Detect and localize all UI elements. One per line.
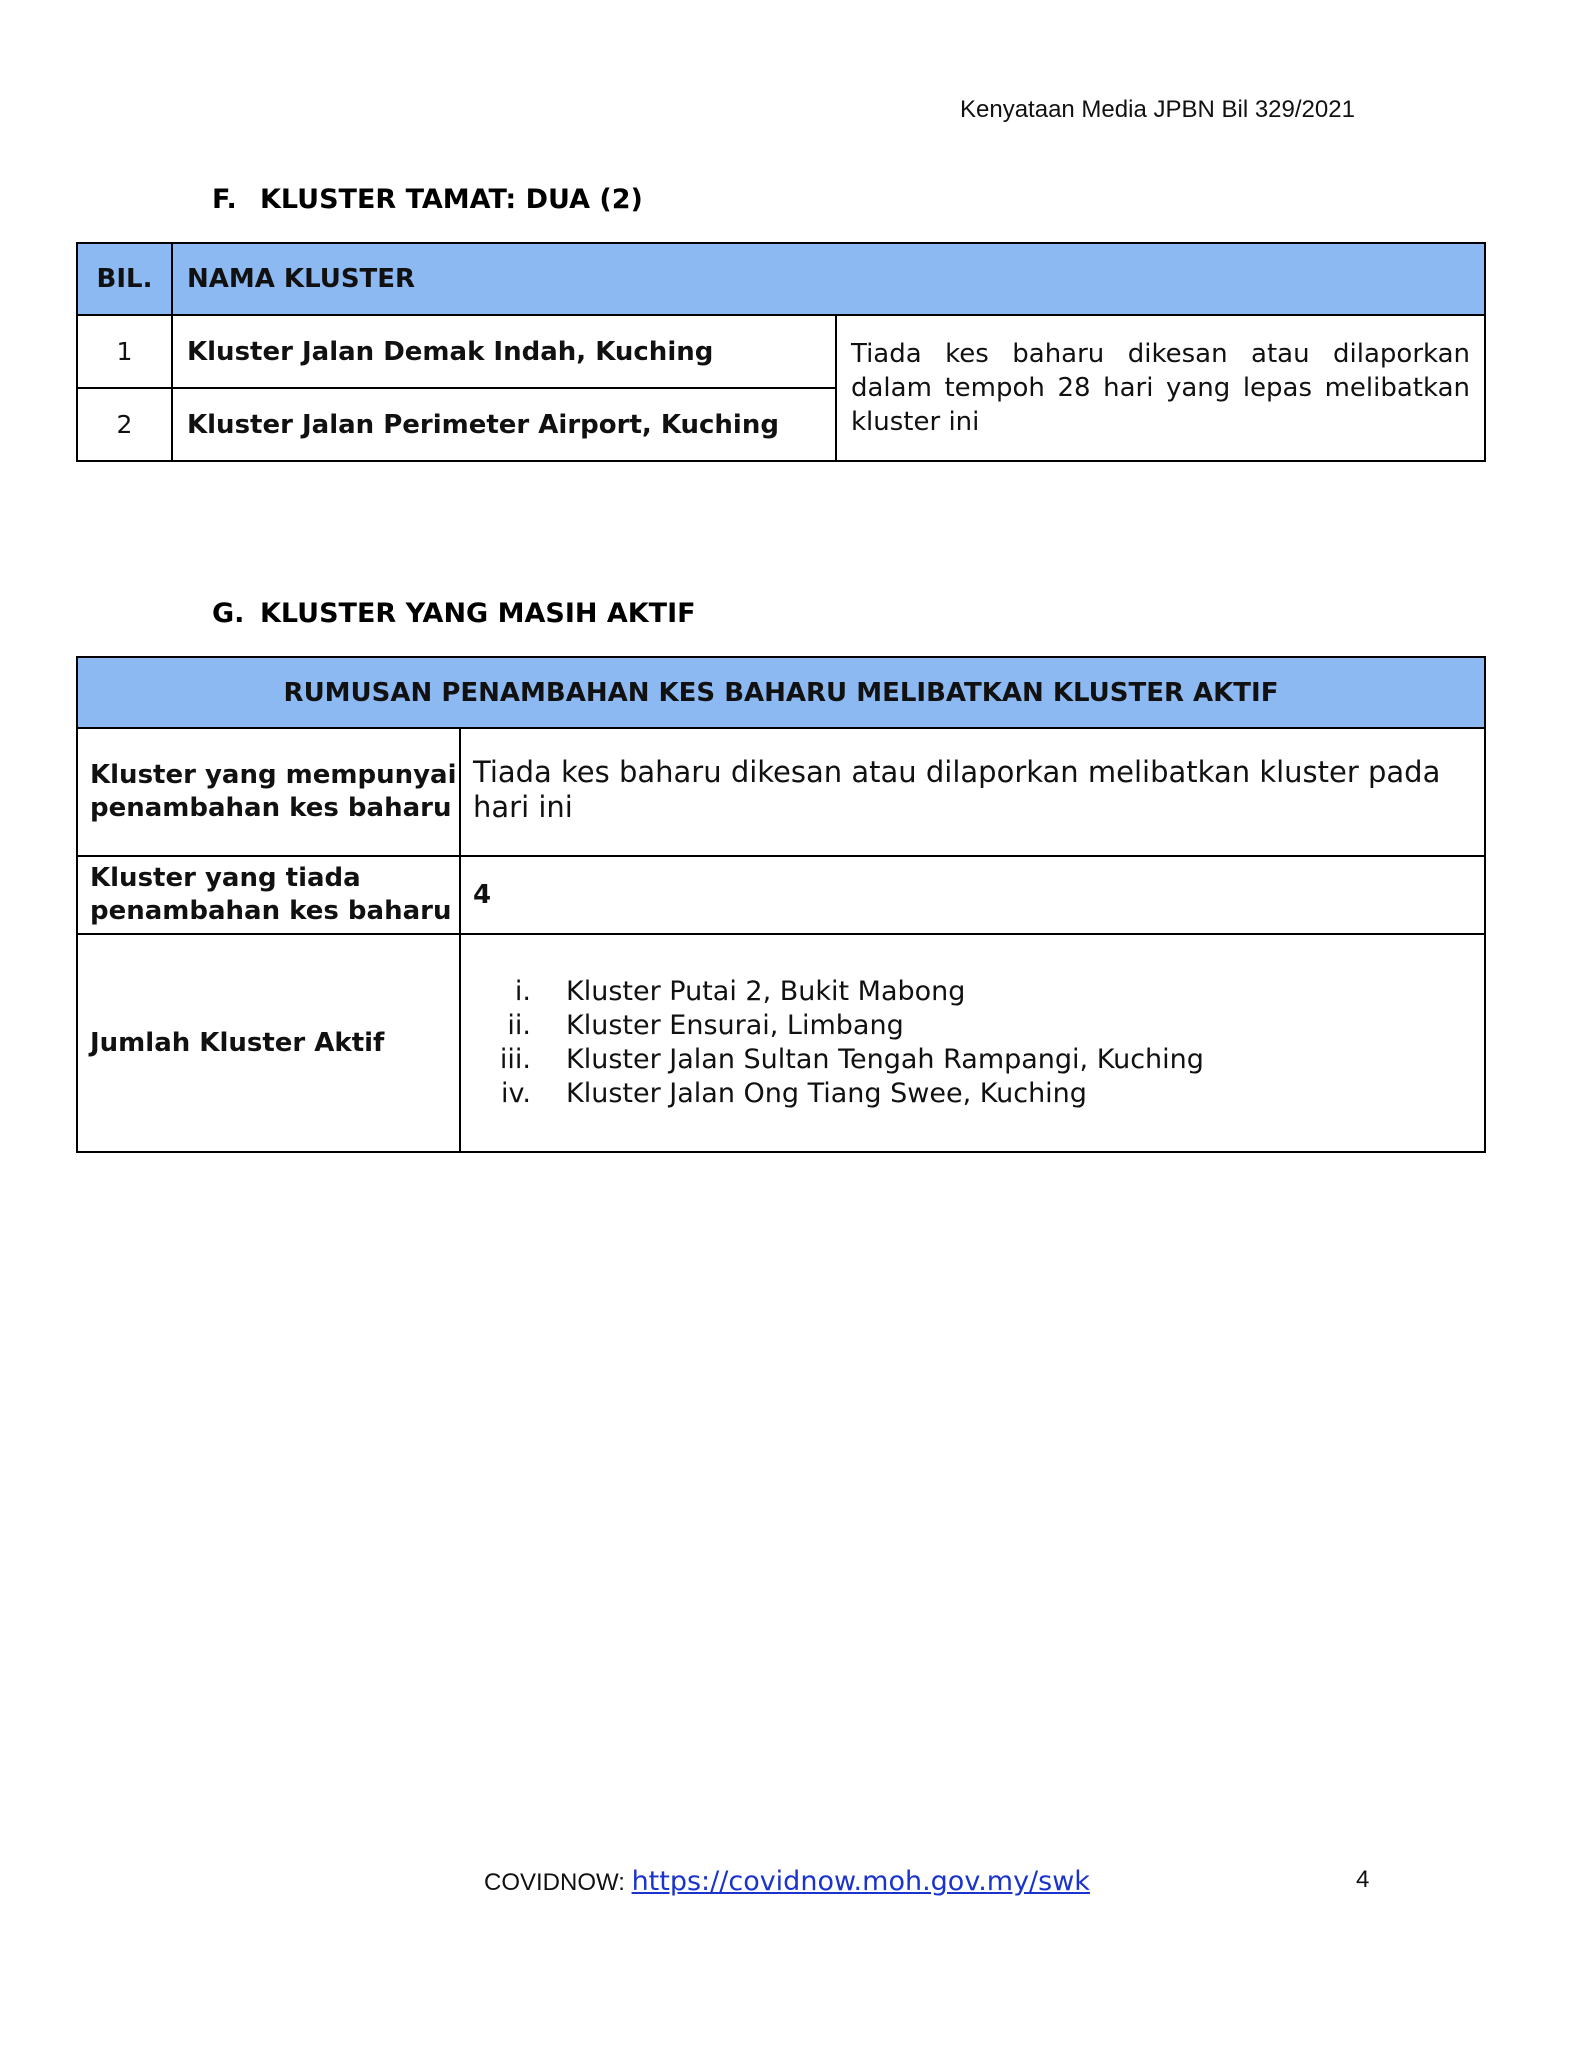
active-clusters-list (473, 975, 1472, 1111)
row-label: Kluster yang mempunyai penambahan kes baharu (77, 728, 460, 856)
list-item (473, 1009, 1472, 1043)
cluster-name: Kluster Jalan Perimeter Airport, Kuching (172, 388, 836, 461)
active-clusters-list-cell (460, 934, 1485, 1152)
table-row (77, 728, 1485, 856)
list-item-name: Kluster Jalan Ong Tiang Swee, Kuching (566, 1078, 1087, 1109)
table-title-row (77, 657, 1485, 728)
list-item-number: iii. (499, 1044, 531, 1075)
list-item (473, 975, 1472, 1009)
cluster-name: Kluster Jalan Demak Indah, Kuching (172, 315, 836, 388)
section-g-letter: G. (212, 598, 245, 629)
column-header-bil: BIL. (77, 243, 172, 315)
table-row (77, 315, 1485, 388)
table-title: RUMUSAN PENAMBAHAN KES BAHARU MELIBATKAN KLUSTER AKTIF (77, 657, 1485, 728)
list-item (473, 1077, 1472, 1111)
list-item-number: i. (514, 976, 531, 1007)
table-header-row (77, 243, 1485, 315)
table-row (77, 934, 1485, 1152)
list-item-name: Kluster Jalan Sultan Tengah Rampangi, Kuching (566, 1044, 1204, 1075)
active-clusters-table (76, 656, 1486, 1153)
document-reference: Kenyataan Media JPBN Bil 329/2021 (960, 96, 1355, 123)
row-number: 1 (77, 315, 172, 388)
list-item (473, 1043, 1472, 1077)
list-item-number: iv. (501, 1078, 531, 1109)
ended-clusters-note: Tiada kes baharu dikesan atau dilaporkan dalam tempoh 28 hari yang lepas melibatkan kluster ini (836, 315, 1485, 461)
row-label: Jumlah Kluster Aktif (77, 934, 460, 1152)
row-value-count: 4 (460, 856, 1485, 934)
footer-label: COVIDNOW: (484, 1869, 632, 1896)
ended-clusters-table (76, 242, 1486, 462)
list-item-name: Kluster Ensurai, Limbang (566, 1010, 904, 1041)
table-row (77, 856, 1485, 934)
list-item-number: ii. (507, 1010, 531, 1041)
section-f-letter: F. (212, 184, 237, 215)
section-g-heading (212, 598, 696, 629)
column-header-nama-kluster: NAMA KLUSTER (172, 243, 1485, 315)
page-number: 4 (1356, 1866, 1370, 1893)
list-item-name: Kluster Putai 2, Bukit Mabong (566, 976, 966, 1007)
row-value: Tiada kes baharu dikesan atau dilaporkan melibatkan kluster pada hari ini (460, 728, 1485, 856)
section-f-title: KLUSTER TAMAT: DUA (2) (260, 184, 643, 215)
footer (484, 1866, 1090, 1897)
row-label: Kluster yang tiada penambahan kes baharu (77, 856, 460, 934)
covidnow-link[interactable]: https://covidnow.moh.gov.my/swk (631, 1866, 1090, 1897)
section-f-heading (212, 184, 643, 215)
section-g-title: KLUSTER YANG MASIH AKTIF (260, 598, 696, 629)
row-number: 2 (77, 388, 172, 461)
